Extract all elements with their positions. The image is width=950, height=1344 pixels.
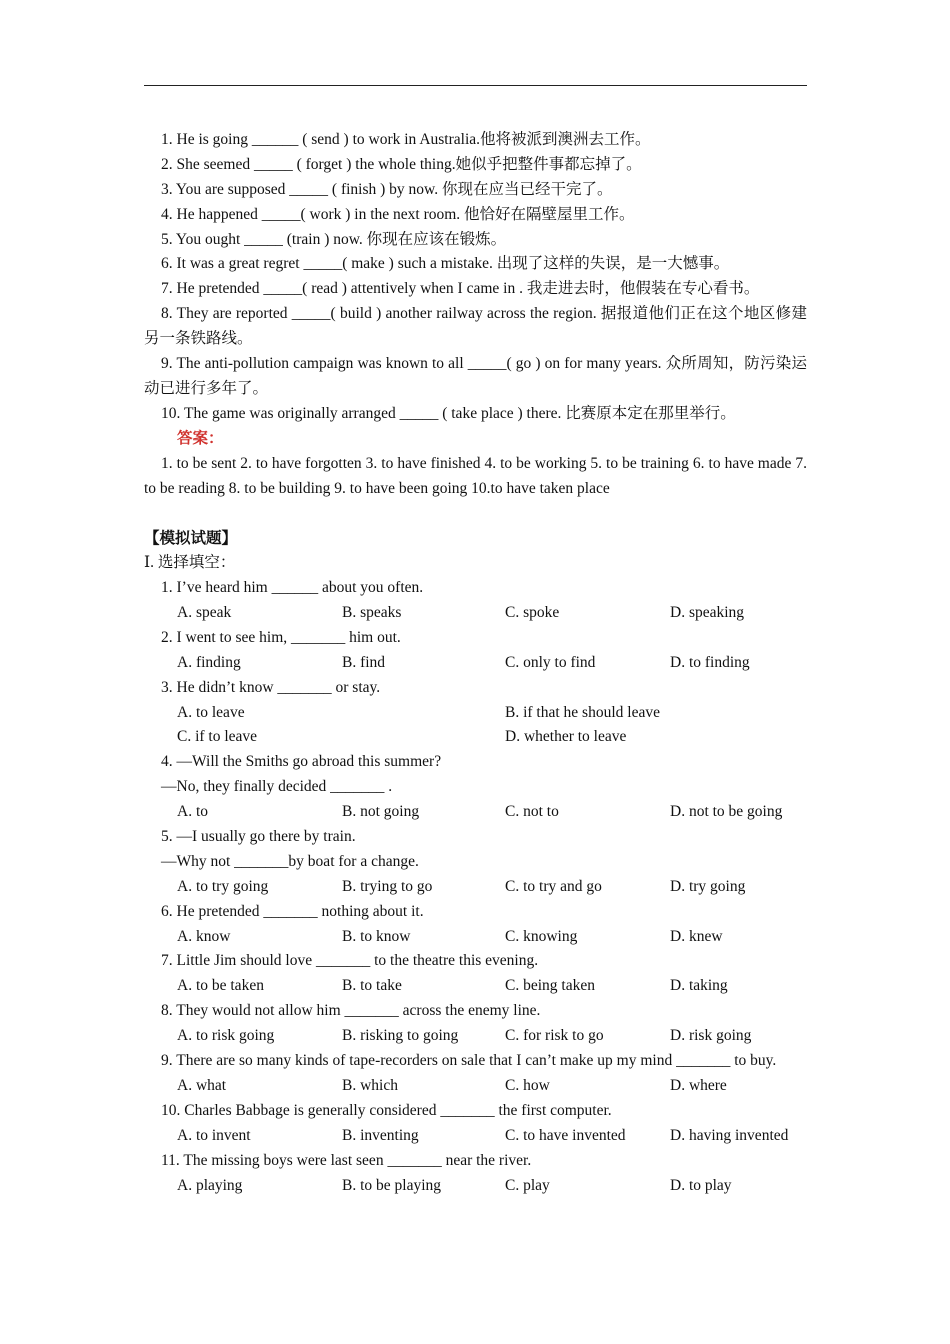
question-stem: 1. I’ve heard him ______ about you often. — [161, 579, 424, 597]
question-stem: 10. Charles Babbage is generally considered _______ the first computer. — [161, 1101, 612, 1119]
question-stem: 6. He pretended _______ nothing about it. — [161, 902, 424, 920]
spacer — [144, 501, 807, 526]
option-c: C. to try and go — [505, 877, 602, 895]
option-a: A. to leave — [177, 703, 245, 721]
option-b: B. to take — [342, 977, 402, 995]
option-d: D. risk going — [670, 1027, 752, 1045]
option-b: B. to be playing — [342, 1176, 442, 1194]
option-d: D. whether to leave — [505, 728, 627, 746]
option-d: D. speaking — [670, 604, 745, 622]
exercise-item: 1. He is going ______ ( send ) to work in Australia.他将被派到澳洲去工作。 — [161, 131, 651, 148]
exercise-item: 7. He pretended _____( read ) attentively when I came in . 我走进去时，他假装在专心看书。 — [161, 280, 760, 298]
option-a: A. to risk going — [177, 1027, 275, 1045]
section-title: 【模拟试题】 — [144, 529, 238, 548]
question-stem: 7. Little Jim should love _______ to the theatre this evening. — [161, 952, 539, 970]
exercise-item: 2. She seemed _____ ( forget ) the whole thing.她似乎把整件事都忘掉了。 — [161, 155, 642, 173]
option-c: C. to have invented — [505, 1126, 626, 1144]
option-d: D. try going — [670, 877, 746, 895]
option-a: A. playing — [177, 1176, 243, 1194]
option-b: B. inventing — [342, 1126, 419, 1144]
option-c: C. being taken — [505, 977, 595, 995]
option-b: B. to know — [342, 927, 411, 945]
exercise-item: 8. They are reported _____( build ) another railway across the region. 据报道他们正在这个地区修建另一条铁路线。 — [144, 305, 807, 348]
exercise-item: 3. You are supposed _____ ( finish ) by now. 你现在应当已经干完了。 — [161, 180, 613, 198]
option-a: A. finding — [177, 653, 241, 671]
option-d: D. to play — [670, 1176, 732, 1194]
option-b: B. find — [342, 653, 386, 671]
option-c: C. knowing — [505, 927, 578, 945]
exercise-item: 5. You ought _____ (train ) now. 你现在应该在锻炼。 — [161, 230, 507, 248]
question-stem: 4. —Will the Smiths go abroad this summer? — [161, 753, 442, 771]
question-stem-reply: —No, they finally decided _______ . — [161, 778, 393, 796]
option-d: D. where — [670, 1076, 727, 1094]
option-c: C. not to — [505, 803, 559, 821]
question-options — [144, 974, 807, 999]
exercise-item: 10. The game was originally arranged _____ ( take place ) there. 比赛原本定在那里举行。 — [161, 404, 736, 422]
question-options — [144, 651, 807, 676]
option-a: A. to invent — [177, 1126, 251, 1144]
answer-key: 1. to be sent 2. to have forgotten 3. to have finished 4. to be working 5. to be training 6. to have made 7. to be reading 8. to be building 9. to have been going 10.to have taken place — [144, 454, 807, 497]
question-options — [144, 1124, 807, 1149]
question-stem: 8. They would not allow him _______ across the enemy line. — [161, 1002, 541, 1020]
question-options — [144, 701, 807, 726]
option-a: A. know — [177, 927, 231, 945]
option-d: D. taking — [670, 977, 728, 995]
option-a: A. to — [177, 803, 208, 821]
option-a: A. speak — [177, 604, 232, 622]
question-options — [144, 725, 807, 750]
option-d: D. to finding — [670, 653, 750, 671]
option-b: B. not going — [342, 803, 420, 821]
question-stem: 5. —I usually go there by train. — [161, 828, 356, 846]
exercise-item: 6. It was a great regret _____( make ) such a mistake. 出现了这样的失误，是一大憾事。 — [161, 255, 730, 273]
question-stem: 2. I went to see him, _______ him out. — [161, 628, 401, 646]
option-d: D. knew — [670, 927, 723, 945]
option-d: D. not to be going — [670, 803, 783, 821]
answer-label: 答案： — [177, 429, 224, 447]
question-stem-reply: —Why not _______by boat for a change. — [161, 852, 419, 870]
option-c: C. for risk to go — [505, 1027, 604, 1045]
question-stem: 3. He didn’t know _______ or stay. — [161, 678, 381, 696]
exercise-item: 9. The anti-pollution campaign was known to all _____( go ) on for many years. 众所周知，防污染运动已进行多年了。 — [144, 355, 807, 397]
option-a: A. to try going — [177, 877, 269, 895]
question-options — [144, 1074, 807, 1099]
question-options — [144, 800, 807, 825]
question-options — [144, 925, 807, 950]
option-b: B. speaks — [342, 604, 402, 622]
option-c: C. spoke — [505, 604, 560, 622]
option-b: B. which — [342, 1076, 398, 1094]
option-b: B. trying to go — [342, 877, 433, 895]
question-options — [144, 875, 807, 900]
option-c: C. how — [505, 1076, 550, 1094]
option-a: A. what — [177, 1076, 227, 1094]
question-options — [144, 1174, 807, 1199]
option-c: C. only to find — [505, 653, 596, 671]
option-a: A. to be taken — [177, 977, 264, 995]
option-b: B. if that he should leave — [505, 703, 660, 721]
question-stem: 11. The missing boys were last seen _______ near the river. — [161, 1151, 532, 1169]
exercise-item: 4. He happened _____( work ) in the next room. 他恰好在隔壁屋里工作。 — [161, 205, 635, 223]
header-rule — [144, 85, 807, 86]
question-options — [144, 1024, 807, 1049]
option-d: D. having invented — [670, 1126, 789, 1144]
option-c: C. play — [505, 1176, 550, 1194]
part-title: Ⅰ. 选择填空： — [144, 554, 236, 572]
question-stem: 9. There are so many kinds of tape-recorders on sale that I can’t make up my mind _______ to buy. — [161, 1052, 777, 1070]
document-body — [144, 128, 807, 1198]
option-c: C. if to leave — [177, 728, 258, 746]
option-b: B. risking to going — [342, 1027, 459, 1045]
question-options — [144, 601, 807, 626]
